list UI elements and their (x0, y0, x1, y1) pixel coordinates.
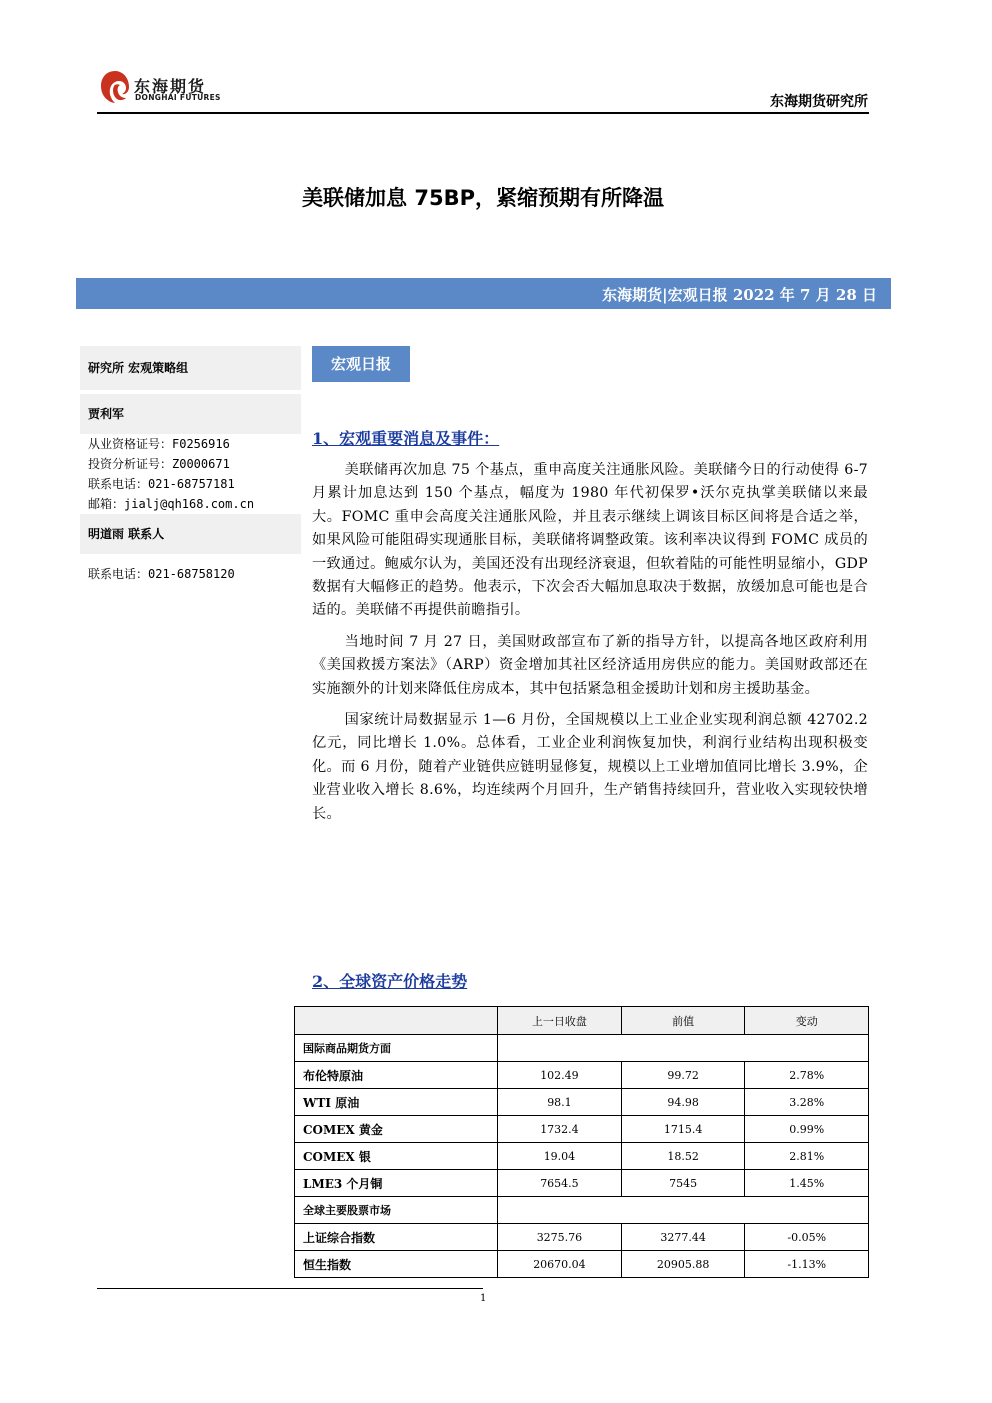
table-row: COMEX 银 19.04 18.52 2.81% (295, 1143, 869, 1170)
company-logo (98, 68, 238, 108)
table-row: COMEX 黄金 1732.4 1715.4 0.99% (295, 1116, 869, 1143)
analyst-cert-line: 投资分析证号：Z0000671 (88, 457, 230, 471)
table-row: WTI 原油 98.1 94.98 3.28% (295, 1089, 869, 1116)
dept-label: 研究所 宏观策略组 (80, 346, 301, 390)
table-header-row (295, 1007, 869, 1035)
paragraph: 国家统计局数据显示 1—6 月份，全国规模以上工业企业实现利润总额 42702.2 亿元，同比增长 1.0%。总体看，工业企业利润恢复加快，利润行业结构出现积极变化。而 6 月份，随着产业链供应链明显修复，规模以上工业增加值同比增长 3.9%，企业营业收入增长 8.6%，均连续两个月回升，生产销售持续回升，营业收入实现较快增长。 (312, 712, 868, 822)
dragon-logo-icon (98, 68, 132, 106)
table-row: 恒生指数 20670.04 20905.88 -1.13% (295, 1251, 869, 1278)
asset-price-table (294, 1006, 869, 1278)
section-heading: 1、宏观重要消息及事件： (312, 429, 500, 448)
logo-english-text: DONGHAI FUTURES (135, 93, 221, 102)
page-number: 1 (480, 1293, 487, 1304)
footer-divider (97, 1288, 483, 1289)
analyst-name: 贾利军 (80, 394, 301, 434)
analyst-cert-line: 从业资格证号：F0256916 (88, 437, 230, 451)
header-divider (97, 112, 869, 114)
contact-phone-line: 联系电话：021-68758120 (88, 567, 235, 581)
report-type-tag: 宏观日报 (312, 346, 410, 382)
group-name: 全球主要股票市场 (295, 1197, 498, 1224)
section-body (312, 459, 868, 834)
paragraph: 美联储再次加息 75 个基点，重申高度关注通胀风险。美联储今日的行动使得 6-7 月累计加息达到 150 个基点，幅度为 1980 年代初保罗•沃尔克执掌美联储以来最大。FOMC 重申会高度关注通胀风险，并且表示继续上调该目标区间将是合适之举，如果风险可能阻碍实现通胀目标，美联储将调整政策。该利率决议得到 FOMC 成员的一致通过。鲍威尔认为，美国还没有出现经济衰退，但软着陆的可能性明显缩小，GDP 数据有大幅修正的趋势。他表示，下次会否大幅加息取决于数据，放缓加息可能也是合适的。美联储不再提供前瞻指引。 (312, 462, 868, 619)
paragraph: 当地时间 7 月 27 日，美国财政部宣布了新的指导方针，以提高各地区政府利用《美国救援方案法》（ARP）资金增加其社区经济适用房供应的能力。美国财政部还在实施额外的计划来降低住房成本，其中包括紧急租金援助计划和房主援助基金。 (312, 633, 868, 697)
table-header-cell (295, 1007, 498, 1035)
table-row: 布伦特原油 102.49 99.72 2.78% (295, 1062, 869, 1089)
report-title: 美联储加息 75BP，紧缩预期有所降温 (302, 186, 664, 210)
table-group-row (295, 1035, 869, 1062)
banner-text: 东海期货|宏观日报 2022 年 7 月 28 日 (602, 286, 877, 304)
analyst-phone-line: 联系电话：021-68757181 (88, 477, 235, 491)
group-name: 国际商品期货方面 (295, 1035, 498, 1062)
institute-name: 东海期货研究所 (770, 94, 868, 110)
report-banner (76, 278, 891, 309)
table-row: LME3 个月铜 7654.5 7545 1.45% (295, 1170, 869, 1197)
author-sidebar (80, 346, 301, 584)
section-heading: 2、全球资产价格走势 (312, 972, 468, 991)
logo-chinese-text: 东海期货 (134, 77, 207, 96)
table-group-row (295, 1197, 869, 1224)
table-row: 上证综合指数 3275.76 3277.44 -0.05% (295, 1224, 869, 1251)
contact-name: 明道雨 联系人 (80, 514, 301, 554)
table-header-cell: 上一日收盘 (498, 1007, 622, 1035)
analyst-email-line: 邮箱：jialj@qh168.com.cn (88, 497, 255, 511)
table-header-cell: 前值 (621, 1007, 745, 1035)
table-header-cell: 变动 (745, 1007, 869, 1035)
